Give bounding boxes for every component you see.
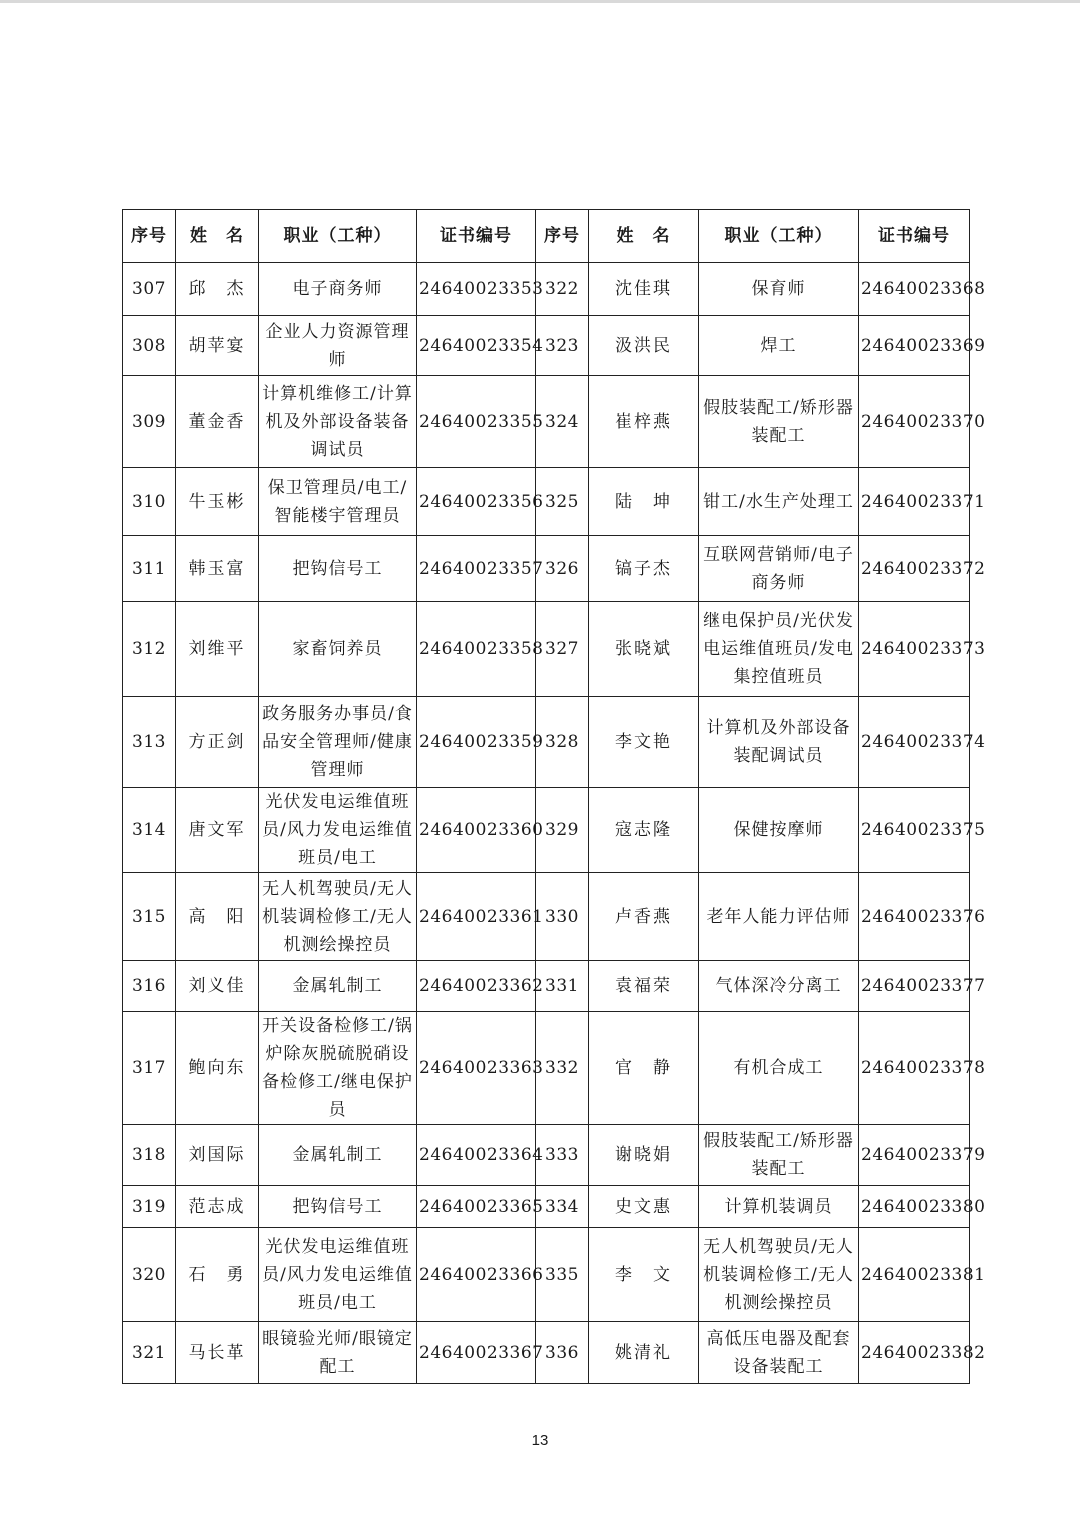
cell-name: 刘国际 bbox=[176, 1125, 259, 1186]
cell-seq: 318 bbox=[123, 1125, 176, 1186]
cell-occupation: 计算机装调员 bbox=[699, 1186, 859, 1228]
cell-name: 史文惠 bbox=[589, 1186, 699, 1228]
header-row bbox=[123, 210, 970, 263]
cell-cert: 24640023373 bbox=[859, 602, 970, 697]
cell-cert: 24640023381 bbox=[859, 1228, 970, 1322]
table-body bbox=[123, 263, 986, 1384]
cell-name: 李 文 bbox=[589, 1228, 699, 1322]
cell-cert: 24640023359 bbox=[417, 697, 536, 788]
cell-cert: 24640023375 bbox=[859, 788, 970, 873]
table-row bbox=[123, 376, 970, 468]
table-row bbox=[123, 788, 970, 873]
cell-occupation: 金属轧制工 bbox=[259, 961, 417, 1012]
cell-cert: 24640023380 bbox=[859, 1186, 970, 1228]
header-occupation: 职业（工种） bbox=[699, 210, 859, 263]
cell-name: 陆 坤 bbox=[589, 468, 699, 536]
cell-occupation: 钳工/水生产处理工 bbox=[699, 468, 859, 536]
cell-seq: 322 bbox=[536, 263, 589, 316]
cell-occupation: 焊工 bbox=[699, 316, 859, 376]
cell-seq: 334 bbox=[536, 1186, 589, 1228]
cell-name: 官 静 bbox=[589, 1012, 699, 1125]
cell-occupation: 把钩信号工 bbox=[259, 1186, 417, 1228]
cell-name: 镐子杰 bbox=[589, 536, 699, 602]
cell-seq: 332 bbox=[536, 1012, 589, 1125]
cell-cert: 24640023354 bbox=[417, 316, 536, 376]
table-row bbox=[123, 1012, 970, 1125]
page-number: 13 bbox=[531, 1432, 549, 1449]
cell-occupation: 有机合成工 bbox=[699, 1012, 859, 1125]
cell-cert: 24640023378 bbox=[859, 1012, 970, 1125]
cell-cert: 24640023371 bbox=[859, 468, 970, 536]
cell-occupation: 开关设备检修工/锅炉除灰脱硫脱硝设备检修工/继电保护员 bbox=[259, 1012, 417, 1125]
cell-seq: 319 bbox=[123, 1186, 176, 1228]
cell-seq: 327 bbox=[536, 602, 589, 697]
cell-name: 邱 杰 bbox=[176, 263, 259, 316]
cell-name: 董金香 bbox=[176, 376, 259, 468]
cell-cert: 24640023358 bbox=[417, 602, 536, 697]
cell-cert: 24640023382 bbox=[859, 1322, 970, 1384]
cell-cert: 24640023363 bbox=[417, 1012, 536, 1125]
cell-occupation: 家畜饲养员 bbox=[259, 602, 417, 697]
cell-seq: 329 bbox=[536, 788, 589, 873]
cell-name: 姚清礼 bbox=[589, 1322, 699, 1384]
cell-seq: 314 bbox=[123, 788, 176, 873]
cell-cert: 24640023370 bbox=[859, 376, 970, 468]
cell-seq: 324 bbox=[536, 376, 589, 468]
cell-name: 寇志隆 bbox=[589, 788, 699, 873]
cell-cert: 24640023365 bbox=[417, 1186, 536, 1228]
cell-occupation: 老年人能力评估师 bbox=[699, 873, 859, 961]
cell-occupation: 保育师 bbox=[699, 263, 859, 316]
cell-seq: 323 bbox=[536, 316, 589, 376]
table-row bbox=[123, 1186, 970, 1228]
cell-occupation: 假肢装配工/矫形器装配工 bbox=[699, 1125, 859, 1186]
table-row bbox=[123, 1125, 970, 1186]
table-row bbox=[123, 263, 970, 316]
cell-name: 高 阳 bbox=[176, 873, 259, 961]
cell-name: 马长革 bbox=[176, 1322, 259, 1384]
header-occupation: 职业（工种） bbox=[259, 210, 417, 263]
cell-name: 刘维平 bbox=[176, 602, 259, 697]
cell-name: 韩玉富 bbox=[176, 536, 259, 602]
cell-occupation: 眼镜验光师/眼镜定配工 bbox=[259, 1322, 417, 1384]
cell-name: 李文艳 bbox=[589, 697, 699, 788]
cell-seq: 309 bbox=[123, 376, 176, 468]
cell-occupation: 假肢装配工/矫形器装配工 bbox=[699, 376, 859, 468]
table-row bbox=[123, 468, 970, 536]
cell-cert: 24640023367 bbox=[417, 1322, 536, 1384]
cell-occupation: 政务服务办事员/食品安全管理师/健康管理师 bbox=[259, 697, 417, 788]
cell-cert: 24640023376 bbox=[859, 873, 970, 961]
cell-occupation: 光伏发电运维值班员/风力发电运维值班员/电工 bbox=[259, 1228, 417, 1322]
cell-name: 鲍向东 bbox=[176, 1012, 259, 1125]
cell-name: 张晓斌 bbox=[589, 602, 699, 697]
cell-cert: 24640023353 bbox=[417, 263, 536, 316]
cell-occupation: 保卫管理员/电工/智能楼宇管理员 bbox=[259, 468, 417, 536]
cell-seq: 315 bbox=[123, 873, 176, 961]
cell-seq: 330 bbox=[536, 873, 589, 961]
cell-name: 石 勇 bbox=[176, 1228, 259, 1322]
cell-cert: 24640023374 bbox=[859, 697, 970, 788]
table-row bbox=[123, 602, 970, 697]
cell-occupation: 高低压电器及配套设备装配工 bbox=[699, 1322, 859, 1384]
cell-seq: 321 bbox=[123, 1322, 176, 1384]
cell-occupation: 计算机维修工/计算机及外部设备装备调试员 bbox=[259, 376, 417, 468]
cell-cert: 24640023362 bbox=[417, 961, 536, 1012]
cell-seq: 317 bbox=[123, 1012, 176, 1125]
header-seq: 序号 bbox=[536, 210, 589, 263]
certificate-roster-table bbox=[122, 209, 986, 1384]
cell-seq: 312 bbox=[123, 602, 176, 697]
cell-name: 唐文军 bbox=[176, 788, 259, 873]
cell-cert: 24640023377 bbox=[859, 961, 970, 1012]
cell-name: 方正剑 bbox=[176, 697, 259, 788]
cell-cert: 24640023360 bbox=[417, 788, 536, 873]
cell-cert: 24640023355 bbox=[417, 376, 536, 468]
cell-occupation: 气体深冷分离工 bbox=[699, 961, 859, 1012]
cell-name: 刘义佳 bbox=[176, 961, 259, 1012]
table-row bbox=[123, 536, 970, 602]
cell-occupation: 继电保护员/光伏发电运维值班员/发电集控值班员 bbox=[699, 602, 859, 697]
cell-name: 胡苹宴 bbox=[176, 316, 259, 376]
cell-seq: 320 bbox=[123, 1228, 176, 1322]
cell-seq: 326 bbox=[536, 536, 589, 602]
cell-cert: 24640023368 bbox=[859, 263, 970, 316]
cell-name: 范志成 bbox=[176, 1186, 259, 1228]
table-row bbox=[123, 1228, 970, 1322]
cell-seq: 336 bbox=[536, 1322, 589, 1384]
table-row bbox=[123, 873, 970, 961]
cell-name: 谢晓娟 bbox=[589, 1125, 699, 1186]
cell-seq: 335 bbox=[536, 1228, 589, 1322]
table-row bbox=[123, 961, 970, 1012]
cell-seq: 310 bbox=[123, 468, 176, 536]
cell-occupation: 互联网营销师/电子商务师 bbox=[699, 536, 859, 602]
page-top-edge bbox=[0, 0, 1080, 3]
cell-occupation: 无人机驾驶员/无人机装调检修工/无人机测绘操控员 bbox=[699, 1228, 859, 1322]
cell-name: 牛玉彬 bbox=[176, 468, 259, 536]
table-row bbox=[123, 1322, 970, 1384]
cell-name: 袁福荣 bbox=[589, 961, 699, 1012]
cell-name: 汲洪民 bbox=[589, 316, 699, 376]
header-name: 姓 名 bbox=[176, 210, 259, 263]
cell-name: 崔梓燕 bbox=[589, 376, 699, 468]
cell-cert: 24640023364 bbox=[417, 1125, 536, 1186]
cell-seq: 333 bbox=[536, 1125, 589, 1186]
header-cert: 证书编号 bbox=[417, 210, 536, 263]
cell-name: 卢香燕 bbox=[589, 873, 699, 961]
cell-cert: 24640023379 bbox=[859, 1125, 970, 1186]
cell-occupation: 无人机驾驶员/无人机装调检修工/无人机测绘操控员 bbox=[259, 873, 417, 961]
cell-occupation: 保健按摩师 bbox=[699, 788, 859, 873]
table-row bbox=[123, 697, 970, 788]
cell-occupation: 把钩信号工 bbox=[259, 536, 417, 602]
cell-seq: 331 bbox=[536, 961, 589, 1012]
table-row bbox=[123, 316, 970, 376]
cell-seq: 325 bbox=[536, 468, 589, 536]
header-cert: 证书编号 bbox=[859, 210, 970, 263]
header-seq: 序号 bbox=[123, 210, 176, 263]
cell-occupation: 企业人力资源管理师 bbox=[259, 316, 417, 376]
cell-name: 沈佳琪 bbox=[589, 263, 699, 316]
cell-seq: 328 bbox=[536, 697, 589, 788]
cell-occupation: 计算机及外部设备装配调试员 bbox=[699, 697, 859, 788]
cell-seq: 316 bbox=[123, 961, 176, 1012]
cell-seq: 313 bbox=[123, 697, 176, 788]
cell-occupation: 光伏发电运维值班员/风力发电运维值班员/电工 bbox=[259, 788, 417, 873]
cell-seq: 307 bbox=[123, 263, 176, 316]
cell-occupation: 电子商务师 bbox=[259, 263, 417, 316]
cell-cert: 24640023372 bbox=[859, 536, 970, 602]
header-name: 姓 名 bbox=[589, 210, 699, 263]
cell-cert: 24640023366 bbox=[417, 1228, 536, 1322]
cell-cert: 24640023369 bbox=[859, 316, 970, 376]
cell-occupation: 金属轧制工 bbox=[259, 1125, 417, 1186]
cell-seq: 311 bbox=[123, 536, 176, 602]
cell-cert: 24640023356 bbox=[417, 468, 536, 536]
cell-cert: 24640023357 bbox=[417, 536, 536, 602]
cell-cert: 24640023361 bbox=[417, 873, 536, 961]
cell-seq: 308 bbox=[123, 316, 176, 376]
